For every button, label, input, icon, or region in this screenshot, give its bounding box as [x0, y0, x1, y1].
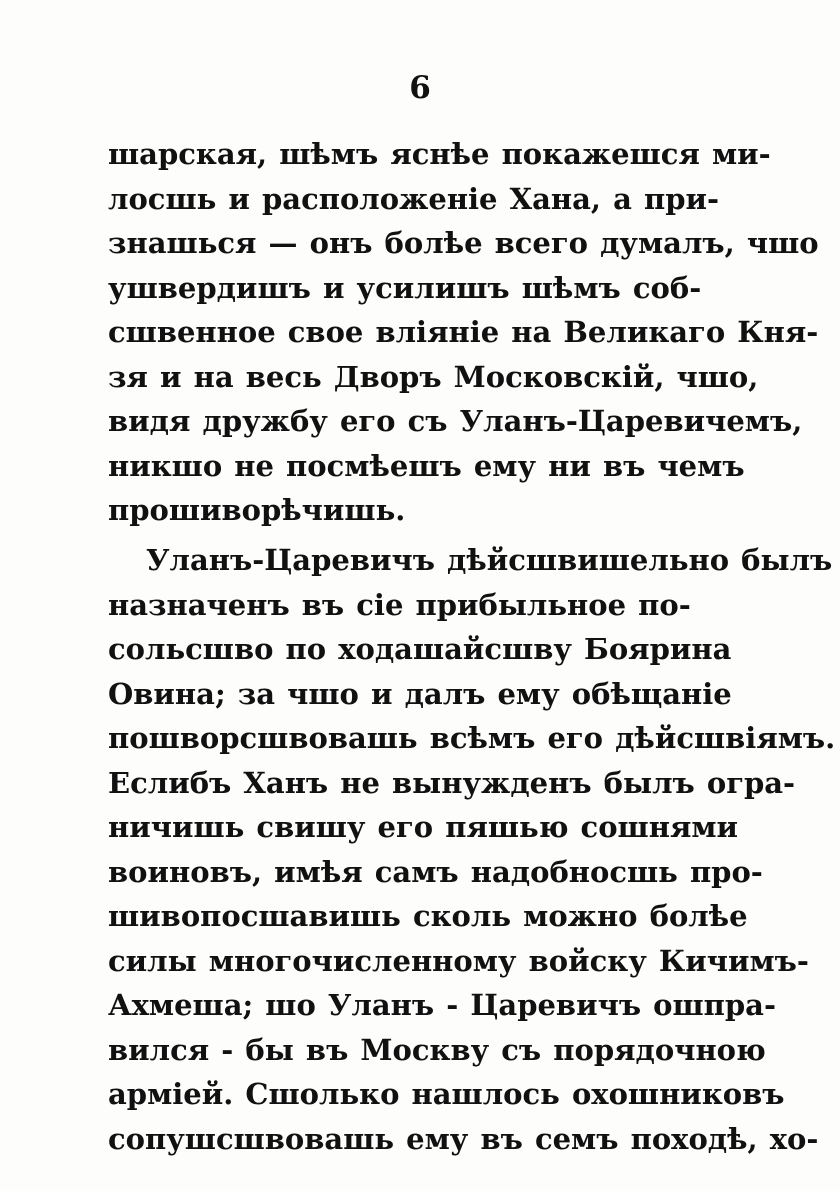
text-line: никшо не посмѣешъ ему ни въ чемъ [108, 448, 745, 483]
page-number: 6 [409, 70, 431, 106]
text-line: Ахмеша; шо Уланъ - Царевичъ ошпра- [108, 988, 776, 1022]
text-line: шарская, шѣмъ яснѣе покажешся ми- [108, 137, 771, 171]
text-line: вился - бы въ Москву съ порядочною [108, 1032, 766, 1067]
text-line: Еслибъ Ханъ не вынужденъ былъ огра- [108, 765, 796, 800]
text-line: силы многочисленному войску Кичимъ- [108, 943, 809, 978]
text-line: видя дружбу его съ Уланъ-Царевичемъ, [108, 404, 803, 438]
text-line: зя и на весь Дворъ Московскій, чшо, [108, 359, 759, 394]
text-line: прошиворѣчишь. [108, 493, 406, 527]
text-line: лосшь и расположеніе Хана, а при- [108, 181, 720, 216]
text-line: воиновъ, имѣя самъ надобносшь про- [108, 854, 763, 889]
text-line: ушвердишъ и усилишъ шѣмъ соб- [108, 270, 702, 305]
text-line: шивопосшавишь сколь можно болѣе [108, 899, 748, 933]
text-line: сшвенное свое вліяніе на Великаго Кня- [108, 315, 819, 349]
text-line: пошворсшвовашь всѣмъ его дѣйсшвіямъ. [108, 721, 836, 755]
text-line: знашься — онъ болѣе всего думалъ, чшо [108, 226, 819, 260]
text-line: сольсшво по ходашайсшву Боярина [108, 632, 732, 666]
text-line: Овина; за чшо и далъ ему обѣщаніе [108, 676, 732, 711]
text-line: назначенъ въ сіе прибыльное по- [108, 587, 691, 622]
text-line: сопушсшвовашь ему въ семъ походѣ, хо- [108, 1121, 819, 1156]
paragraph-1 [108, 132, 819, 533]
text-line: Уланъ-Царевичъ дѣйсшвишельно былъ [146, 543, 833, 577]
paragraph-2 [108, 538, 836, 1161]
text-line: арміей. Сшолько нашлось охошниковъ [108, 1077, 785, 1111]
text-line: ничишь свишу его пяшью сошнями [108, 810, 739, 844]
